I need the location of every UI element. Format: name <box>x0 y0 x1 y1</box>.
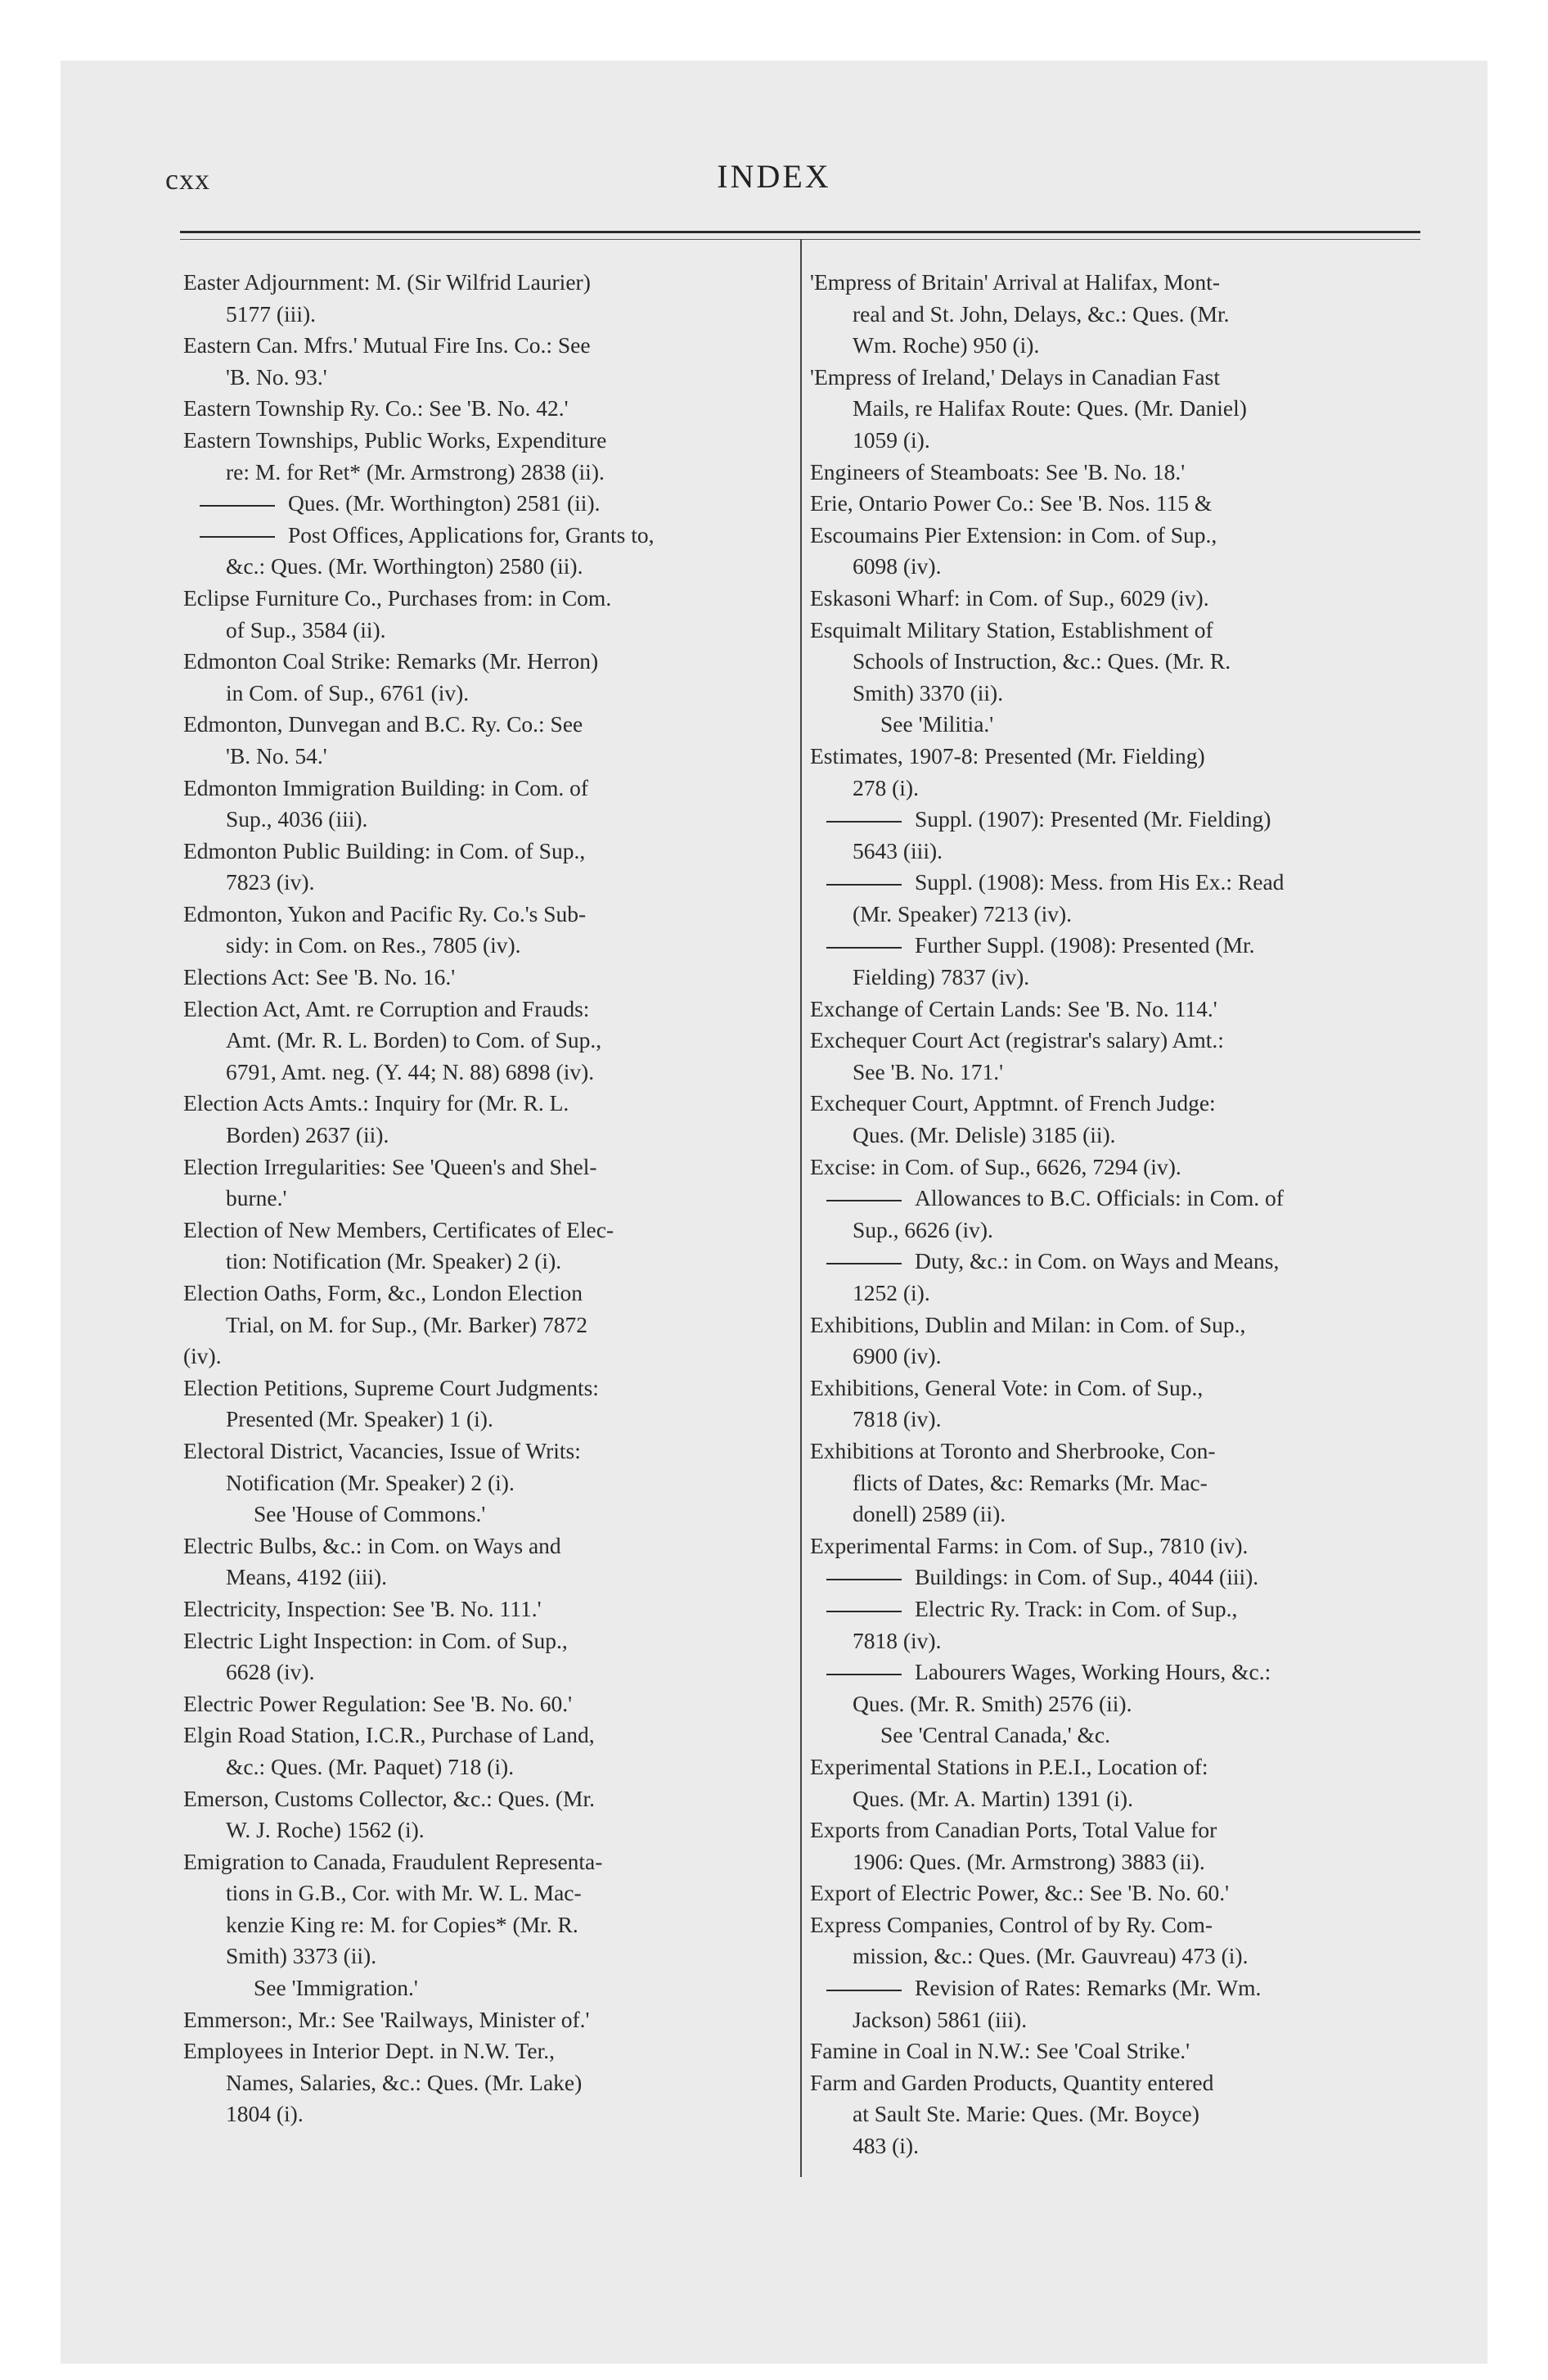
index-entry: Emmerson:, Mr.: See 'Railways, Minister of.' <box>183 2006 590 2032</box>
index-entry-line: tions in G.B., Cor. with Mr. W. L. Mac- <box>226 1880 582 1906</box>
index-entry: Exports from Canadian Ports, Total Value for <box>810 1817 1217 1843</box>
index-entry-line: re: M. for Ret* (Mr. Armstrong) 2838 (ii). <box>226 458 605 485</box>
index-entry: 'Empress of Ireland,' Delays in Canadian Fast <box>810 363 1220 390</box>
index-entry: Election Acts Amts.: Inquiry for (Mr. R. L. <box>183 1090 569 1116</box>
index-entry-line: Presented (Mr. Speaker) 1 (i). <box>226 1406 493 1432</box>
index-entry-line: kenzie King re: M. for Copies* (Mr. R. <box>226 1911 578 1937</box>
index-entry: Electric Light Inspection: in Com. of Sup., <box>183 1627 568 1653</box>
index-entry: Electoral District, Vacancies, Issue of Writs: <box>183 1437 581 1463</box>
index-entry-line: See 'Central Canada,' &c. <box>880 1722 1110 1748</box>
index-entry-line: 'B. No. 93.' <box>226 363 327 390</box>
index-entry: Emigration to Canada, Fraudulent Representa- <box>183 1848 603 1874</box>
left-index-column <box>183 267 789 2130</box>
page-title: INDEX <box>717 158 831 195</box>
index-entry-line: Amt. (Mr. R. L. Borden) to Com. of Sup., <box>226 1027 602 1053</box>
index-entry-line: 278 (i). <box>853 774 919 800</box>
index-entry: Election Oaths, Form, &c., London Election <box>183 1280 583 1305</box>
index-entry: Exhibitions, Dublin and Milan: in Com. of Sup., <box>810 1311 1246 1337</box>
index-entry: Eastern Can. Mfrs.' Mutual Fire Ins. Co.: See <box>183 332 591 358</box>
index-entry-line: Sup., 6626 (iv). <box>853 1216 993 1242</box>
index-entry-line: Suppl. (1908): Mess. from His Ex.: Read <box>810 867 1415 899</box>
index-entry-line: Electric Ry. Track: in Com. of Sup., <box>810 1593 1415 1625</box>
index-entry: Escoumains Pier Extension: in Com. of Sup., <box>810 521 1217 548</box>
index-entry: Edmonton Coal Strike: Remarks (Mr. Herron) <box>183 648 599 674</box>
index-entry: Emerson, Customs Collector, &c.: Ques. (Mr. <box>183 1785 596 1811</box>
index-entry: Election Irregularities: See 'Queen's and Shel- <box>183 1153 597 1179</box>
index-entry-line: 'B. No. 54.' <box>226 742 327 769</box>
index-entry-line: sidy: in Com. on Res., 7805 (iv). <box>226 932 521 958</box>
index-entry-line: Names, Salaries, &c.: Ques. (Mr. Lake) <box>226 2069 583 2095</box>
index-entry-line: Mails, re Halifax Route: Ques. (Mr. Daniel) <box>853 395 1247 421</box>
index-entry-line: mission, &c.: Ques. (Mr. Gauvreau) 473 (i). <box>853 1943 1249 1969</box>
index-entry-line: Ques. (Mr. R. Smith) 2576 (ii). <box>853 1690 1132 1716</box>
index-entry: Engineers of Steamboats: See 'B. No. 18.' <box>810 458 1186 485</box>
column-divider <box>800 239 802 2177</box>
index-entry: 'Empress of Britain' Arrival at Halifax, Mont- <box>810 269 1220 295</box>
index-entry-line: See 'Militia.' <box>880 711 994 737</box>
index-entry-line: See 'House of Commons.' <box>254 1501 486 1527</box>
index-entry-line: Labourers Wages, Working Hours, &c.: <box>810 1657 1415 1688</box>
index-entry: Electric Power Regulation: See 'B. No. 60.' <box>183 1690 573 1716</box>
index-entry: Electricity, Inspection: See 'B. No. 111.' <box>183 1595 542 1621</box>
index-entry: Elgin Road Station, I.C.R., Purchase of Land, <box>183 1722 595 1748</box>
index-entry-line: 1804 (i). <box>226 2101 304 2127</box>
index-entry: Excise: in Com. of Sup., 6626, 7294 (iv). <box>810 1153 1181 1179</box>
right-index-column <box>810 267 1415 2162</box>
index-entry-line: Further Suppl. (1908): Presented (Mr. <box>810 930 1415 962</box>
index-entry-line: 7818 (iv). <box>853 1627 942 1653</box>
index-entry-line: Sup., 4036 (iii). <box>226 806 368 832</box>
index-entry: Employees in Interior Dept. in N.W. Ter., <box>183 2038 556 2064</box>
index-entry-line: Buildings: in Com. of Sup., 4044 (iii). <box>810 1562 1415 1593</box>
index-entry: Election of New Members, Certificates of Elec- <box>183 1216 614 1242</box>
index-entry-line: of Sup., 3584 (ii). <box>226 616 386 642</box>
index-entry: Exhibitions, General Vote: in Com. of Sup., <box>810 1374 1204 1400</box>
index-entry: Election Act, Amt. re Corruption and Frauds: <box>183 995 590 1021</box>
index-entry-line: See 'Immigration.' <box>254 1975 418 2001</box>
index-entry: (iv). <box>183 1343 222 1369</box>
index-entry-line: 6628 (iv). <box>226 1659 315 1685</box>
index-entry-line: Suppl. (1907): Presented (Mr. Fielding) <box>810 804 1415 836</box>
index-entry-line: &c.: Ques. (Mr. Paquet) 718 (i). <box>226 1753 515 1779</box>
index-entry-line: Schools of Instruction, &c.: Ques. (Mr. R. <box>853 648 1231 674</box>
index-entry-line: in Com. of Sup., 6761 (iv). <box>226 679 470 705</box>
index-entry-line: at Sault Ste. Marie: Ques. (Mr. Boyce) <box>853 2101 1199 2127</box>
index-entry: Electric Bulbs, &c.: in Com. on Ways and <box>183 1532 561 1558</box>
index-entry-line: Means, 4192 (iii). <box>226 1564 388 1590</box>
index-entry-line: Borden) 2637 (ii). <box>226 1122 389 1148</box>
header-rule-thick <box>180 231 1420 233</box>
index-entry-line: Ques. (Mr. Worthington) 2581 (ii). <box>183 488 789 520</box>
index-entry: Edmonton, Yukon and Pacific Ry. Co.'s Sub- <box>183 900 587 926</box>
index-entry-line: tion: Notification (Mr. Speaker) 2 (i). <box>226 1248 562 1274</box>
index-entry: Eastern Township Ry. Co.: See 'B. No. 42.' <box>183 395 569 421</box>
index-entry: Eclipse Furniture Co., Purchases from: in Com. <box>183 584 612 611</box>
index-entry-line: Smith) 3370 (ii). <box>853 679 1004 705</box>
index-entry-line: Ques. (Mr. A. Martin) 1391 (i). <box>853 1785 1133 1811</box>
index-entry-line: 5643 (iii). <box>853 837 943 863</box>
index-entry: Experimental Farms: in Com. of Sup., 7810 (iv). <box>810 1532 1249 1558</box>
index-entry: Exchequer Court, Apptmnt. of French Judge: <box>810 1090 1216 1116</box>
index-entry-line: 5177 (iii). <box>226 300 316 327</box>
index-entry: Farm and Garden Products, Quantity entered <box>810 2069 1214 2095</box>
index-entry: Estimates, 1907-8: Presented (Mr. Fielding) <box>810 742 1205 769</box>
index-entry-line: &c.: Ques. (Mr. Worthington) 2580 (ii). <box>226 553 583 579</box>
index-entry-line: 1252 (i). <box>853 1280 930 1305</box>
index-entry-line: 483 (i). <box>853 2133 919 2159</box>
index-entry-line: real and St. John, Delays, &c.: Ques. (Mr. <box>853 300 1230 327</box>
index-entry: Elections Act: See 'B. No. 16.' <box>183 964 456 990</box>
index-entry: Easter Adjournment: M. (Sir Wilfrid Laurier) <box>183 269 591 295</box>
index-entry: Edmonton Public Building: in Com. of Sup., <box>183 837 586 863</box>
index-entry-line: Ques. (Mr. Delisle) 3185 (ii). <box>853 1122 1116 1148</box>
index-entry: Experimental Stations in P.E.I., Location of: <box>810 1753 1208 1779</box>
index-entry-line: 6791, Amt. neg. (Y. 44; N. 88) 6898 (iv). <box>226 1058 595 1084</box>
index-entry-line: Allowances to B.C. Officials: in Com. of <box>810 1183 1415 1215</box>
index-entry: Eastern Townships, Public Works, Expenditure <box>183 426 607 453</box>
index-entry-line: Jackson) 5861 (iii). <box>853 2006 1028 2032</box>
index-entry-line: 6900 (iv). <box>853 1343 942 1369</box>
index-entry-line: 7823 (iv). <box>226 869 315 895</box>
index-entry-line: 7818 (iv). <box>853 1406 942 1432</box>
index-entry: Export of Electric Power, &c.: See 'B. No. 60.' <box>810 1880 1230 1906</box>
index-entry-line: Smith) 3373 (ii). <box>226 1943 377 1969</box>
index-entry-line: 1059 (i). <box>853 426 930 453</box>
index-entry: Esquimalt Military Station, Establishment of <box>810 616 1213 642</box>
index-entry: Erie, Ontario Power Co.: See 'B. Nos. 115 & <box>810 490 1213 516</box>
index-entry-line: Fielding) 7837 (iv). <box>853 964 1030 990</box>
page-number: cxx <box>165 163 210 196</box>
index-entry-line: See 'B. No. 171.' <box>853 1058 1004 1084</box>
index-entry: Election Petitions, Supreme Court Judgments: <box>183 1374 599 1400</box>
index-entry-line: burne.' <box>226 1185 287 1211</box>
index-entry-line: Duty, &c.: in Com. on Ways and Means, <box>810 1246 1415 1278</box>
index-entry: Edmonton, Dunvegan and B.C. Ry. Co.: See <box>183 711 583 737</box>
index-entry-line: donell) 2589 (ii). <box>853 1501 1006 1527</box>
index-entry: Famine in Coal in N.W.: See 'Coal Strike.' <box>810 2038 1190 2064</box>
index-entry-line: (Mr. Speaker) 7213 (iv). <box>853 900 1073 926</box>
index-entry-line: 1906: Ques. (Mr. Armstrong) 3883 (ii). <box>853 1848 1205 1874</box>
index-entry-line: Revision of Rates: Remarks (Mr. Wm. <box>810 1972 1415 2004</box>
index-entry: Exhibitions at Toronto and Sherbrooke, Con- <box>810 1437 1216 1463</box>
index-entry-line: Wm. Roche) 950 (i). <box>853 332 1040 358</box>
index-entry: Exchange of Certain Lands: See 'B. No. 114.' <box>810 995 1217 1021</box>
index-entry: Eskasoni Wharf: in Com. of Sup., 6029 (iv). <box>810 584 1209 611</box>
index-entry-line: Post Offices, Applications for, Grants to, <box>183 520 789 552</box>
index-entry: Exchequer Court Act (registrar's salary) Amt.: <box>810 1027 1224 1053</box>
index-entry-line: 6098 (iv). <box>853 553 942 579</box>
index-entry: Edmonton Immigration Building: in Com. of <box>183 774 588 800</box>
index-entry-line: Trial, on M. for Sup., (Mr. Barker) 7872 <box>226 1311 588 1337</box>
index-entry-line: Notification (Mr. Speaker) 2 (i). <box>226 1469 515 1495</box>
index-entry: Express Companies, Control of by Ry. Com- <box>810 1911 1213 1937</box>
index-entry-line: flicts of Dates, &c: Remarks (Mr. Mac- <box>853 1469 1208 1495</box>
index-entry-line: W. J. Roche) 1562 (i). <box>226 1817 425 1843</box>
